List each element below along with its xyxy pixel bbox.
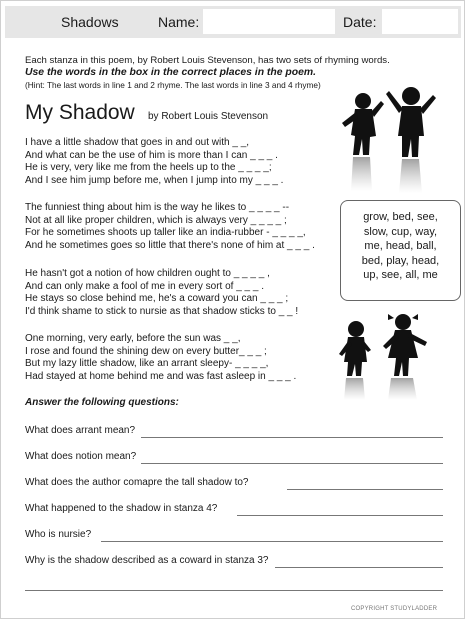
poem-line: I have a little shadow that goes in and out with _ _, [25, 137, 250, 148]
intro-line: Each stanza in this poem, by Robert Louis Stevenson, has two sets of rhyming words. [25, 55, 390, 66]
question-6: Why is the shadow described as a coward in stanza 3? [25, 555, 269, 566]
poem-line: One morning, very early, before the sun was _ _, [25, 333, 241, 344]
question-5: Who is nursie? [25, 529, 92, 540]
poem-line: For he sometimes shoots up taller like an india-rubber - _ _ _ _, [25, 227, 306, 239]
question-2: What does notion mean? [25, 451, 137, 462]
hint-text: (Hint: The last words in line 1 and 2 rhyme. The last words in line 3 and 4 rhyme) [25, 80, 321, 90]
answer-line-3[interactable] [287, 489, 443, 490]
instruction-text: Use the words in the box in the correct places in the poem. [25, 67, 316, 78]
question-3: What does the author comapre the tall shadow to? [25, 477, 249, 488]
stanza-1 [25, 137, 283, 187]
poem-line: I rose and found the shining dew on every butter_ _ _ ; [25, 345, 267, 357]
question-1: What does arrant mean? [25, 425, 136, 436]
worksheet-title: Shadows [61, 14, 119, 30]
poem-line: I'd think shame to stick to nursie as that shadow sticks to _ _ ! [25, 305, 299, 317]
poem-line: But my lazy little shadow, like an arrant sleepy- _ _ _ _, [25, 358, 269, 370]
poem-line: And I see him jump before me, when I jump into my _ _ _ . [25, 174, 284, 186]
answer-line-6b[interactable] [25, 590, 443, 591]
word-box-list [343, 210, 458, 283]
children-silhouette-top [326, 81, 461, 196]
answer-line-4[interactable] [237, 515, 443, 516]
poem-title: My Shadow [25, 101, 135, 124]
poem-line: And can only make a fool of me in every sort of _ _ _ . [25, 280, 265, 292]
word-box-line: slow, cup, way, [363, 225, 438, 238]
poem-author: by Robert Louis Stevenson [148, 111, 269, 122]
name-label: Name: [158, 14, 200, 30]
stanza-4 [25, 333, 296, 383]
word-box-line: me, head, ball, [364, 240, 437, 253]
stanza-2 [25, 202, 315, 252]
poem-line: And what can be the use of him is more than I can _ _ _ . [25, 149, 278, 161]
stanza-3 [25, 268, 298, 318]
poem-line: And he sometimes goes so little that there's none of him at _ _ _ . [25, 239, 315, 251]
word-box-line: grow, bed, see, [363, 211, 438, 223]
question-4: What happened to the shadow in stanza 4? [25, 503, 218, 514]
poem-line: The funniest thing about him is the way he likes to _ _ _ _ -- [25, 202, 290, 213]
poem-line: Had stayed at home behind me and was fast asleep in _ _ _ . [25, 370, 297, 382]
answer-line-6a[interactable] [275, 567, 443, 568]
date-label: Date: [343, 14, 377, 30]
children-silhouette-bottom [331, 306, 461, 401]
word-box-line: bed, play, head, [361, 254, 440, 267]
answer-line-1[interactable] [141, 437, 443, 438]
poem-line: He is very, very like me from the heels up to the _ _ _ _; [25, 162, 272, 174]
poem-line: Not at all like proper children, which is always very _ _ _ _ ; [25, 214, 287, 226]
answer-line-2[interactable] [141, 463, 443, 464]
word-box [340, 200, 461, 301]
date-field[interactable] [382, 9, 458, 34]
answer-line-5[interactable] [101, 541, 443, 542]
word-box-line: up, see, all, me [363, 269, 438, 282]
questions-heading: Answer the following questions: [25, 397, 179, 408]
poem-line: He hasn't got a notion of how children ought to _ _ _ _ , [25, 268, 270, 279]
poem-line: He stays so close behind me, he's a coward you can _ _ _ ; [25, 293, 289, 305]
copyright-text: COPYRIGHT STUDYLADDER [351, 606, 438, 612]
header-bar [5, 6, 461, 38]
name-field[interactable] [203, 9, 335, 34]
